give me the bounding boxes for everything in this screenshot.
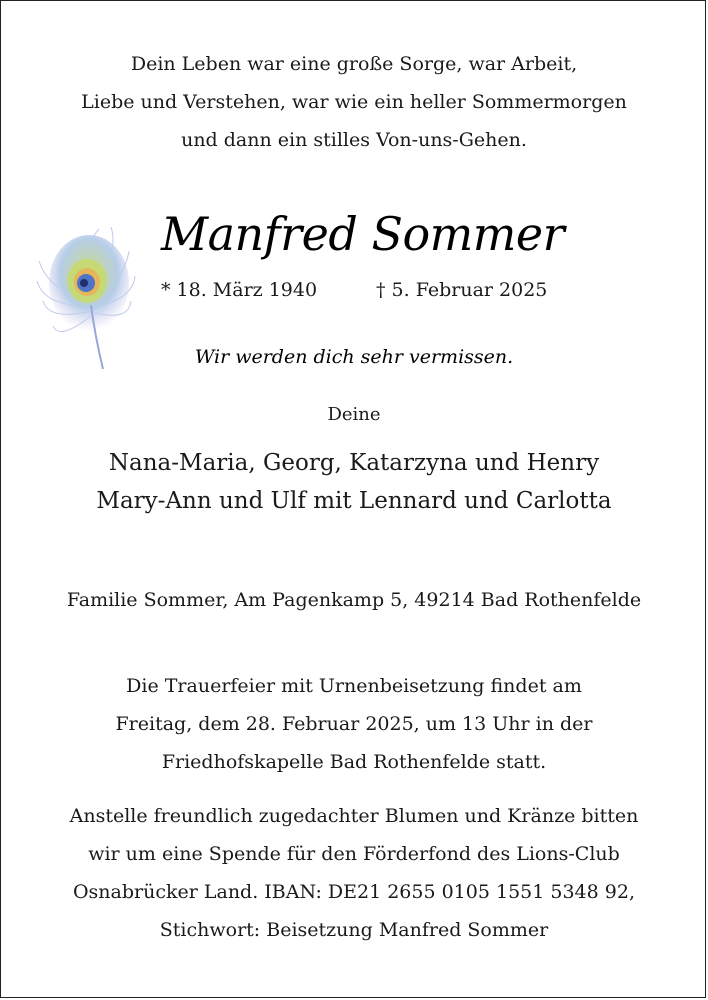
poem	[1, 45, 706, 159]
donation-line: wir um eine Spende für den Förderfond des Lions-Club	[88, 843, 620, 865]
donation-line: Stichwort: Beisetzung Manfred Sommer	[159, 919, 549, 941]
birth-date: * 18. März 1940	[161, 279, 318, 301]
poem-line: und dann ein stilles Von-uns-Gehen.	[181, 129, 527, 151]
donation-line: Anstelle freundlich zugedachter Blumen und Kränze bitten	[69, 805, 639, 827]
family-names	[1, 444, 706, 520]
funeral-line: Friedhofskapelle Bad Rothenfelde statt.	[161, 751, 547, 773]
death-date: † 5. Februar 2025	[376, 279, 548, 301]
funeral-line: Freitag, dem 28. Februar 2025, um 13 Uhr in der	[115, 713, 593, 735]
tagline: Wir werden dich sehr vermissen.	[194, 346, 514, 368]
poem-line: Dein Leben war eine große Sorge, war Arbeit,	[130, 53, 578, 75]
family-line: Nana-Maria, Georg, Katarzyna und Henry	[108, 450, 600, 476]
funeral-line: Die Trauerfeier mit Urnenbeisetzung findet am	[126, 675, 582, 697]
donation-line: Osnabrücker Land. IBAN: DE21 2655 0105 1551 5348 92,	[72, 881, 635, 903]
funeral-notice	[1, 667, 706, 781]
deceased-name: Manfred Sommer	[161, 207, 565, 261]
family-address: Familie Sommer, Am Pagenkamp 5, 49214 Bad Rothenfelde	[66, 589, 642, 611]
poem-line: Liebe und Verstehen, war wie ein heller Sommermorgen	[81, 91, 627, 113]
family-line: Mary-Ann und Ulf mit Lennard und Carlotta	[96, 488, 612, 514]
donation-notice	[1, 797, 706, 949]
signoff-intro: Deine	[327, 404, 381, 425]
